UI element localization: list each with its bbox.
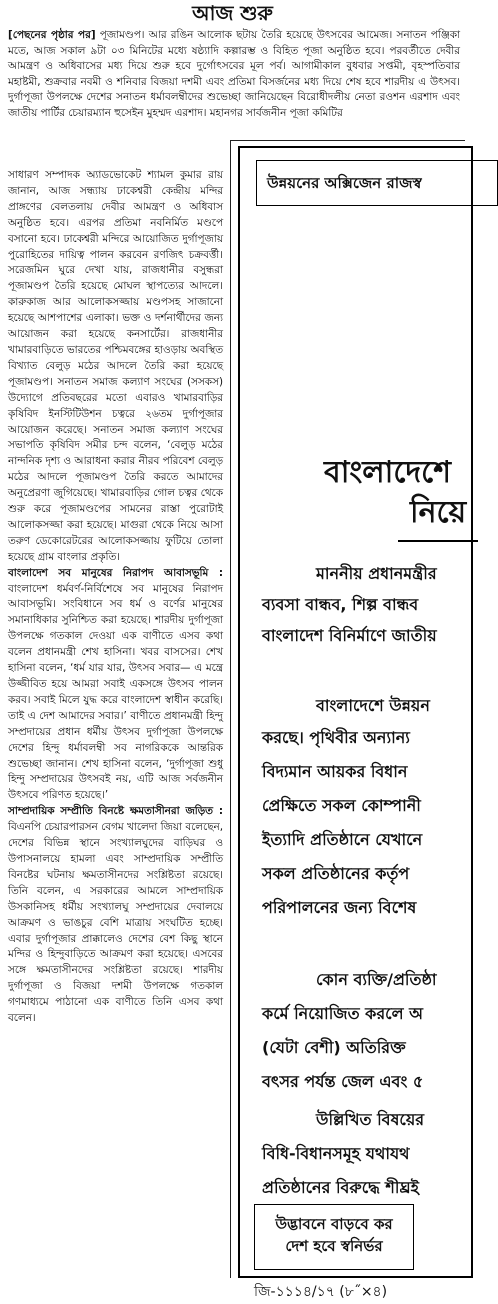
- ad-line: বাংলাদেশ বিনির্মাণে জাতীয়: [262, 626, 437, 645]
- article-column: [8, 168, 223, 1276]
- ad-line: বিধি-বিধানসমূহ যথাযথ: [262, 1144, 410, 1163]
- ad-banner: উন্নয়নের অক্সিজেন রাজস্ব: [256, 160, 498, 206]
- lead-paragraph: [8, 28, 460, 122]
- ad-line: উল্লিখিত বিষয়ের: [316, 1110, 425, 1129]
- column-divider-vertical: [230, 140, 231, 1278]
- ad-line: করছে। পৃথিবীর অন্যান্য: [262, 728, 410, 747]
- article-section-3: [8, 804, 223, 1027]
- advertisement: [238, 146, 473, 1300]
- ad-line: ব্যবসা বান্ধব, শিল্প বান্ধব: [262, 595, 419, 614]
- ad-line: মাননীয় প্রধানমন্ত্রীর: [316, 564, 437, 583]
- article-section-2: [8, 566, 223, 805]
- ad-line: বিদ্যমান আয়কর বিধান: [262, 762, 408, 781]
- lead-text: পূজামণ্ডপ। আর রঙিন আলোক ছটায় তৈরি হয়েছে উৎসবের আমেজ। সনাতন পঞ্জিকা মতে, আজ সকাল ৯টা ০৩ মিনিটের মধ্যে ষষ্ঠ্যাদি কল্পারম্ভ ও বিহিত পূজা অনুষ্ঠিত হবে। পরবর্তীতে দেবীর আমন্ত্রণ ও অধিবাসের মধ্য দিয়ে শুরু হবে দুর্গোৎসবের মূল পর্ব। আগামীকাল বুধবার সপ্তমী, বৃহস্পতিবার মহাষ্টমী, শুক্রবার নবমী ও শনিবার বিজয়া দশমী এবং প্রতিমা বিসর্জনের মধ্য দিয়ে শেষ হবে শারদীয় এ উৎসব। দুর্গাপূজা উপলক্ষে দেশের সনাতন ধর্মাবলম্বীদের শুভেচ্ছা জানিয়েছেন বিরোধীদলীয় নেতা রওশন এরশাদ এবং জাতীয় পার্টির চেয়ারম্যান হুসেইন মুহম্মদ এরশাদ। মহানগর সার্বজনীন পূজা কমিটির: [8, 29, 460, 119]
- ad-title-line-1: বাংলাদেশে: [324, 455, 451, 490]
- ad-line: ইত্যাদি প্রতিষ্ঠানে যেখানে: [262, 830, 423, 849]
- section-2-text: বাংলাদেশ ধর্মবর্ণ-নির্বিশেষে সব মানুষের নিরাপদ আবাসভূমি। সংবিধানে সব ধর্ম ও বর্ণের মানুষের সমানাধিকার সুনিশ্চিত করা হয়েছে। শারদীয় দুর্গাপূজা উপলক্ষে গতকাল দেওয়া এক বাণীতে এসব কথা বলেন প্রধানমন্ত্রী শেখ হাসিনা। খবর বাসসের। শেখ হাসিনা বলেন, ‘ধর্ম যার যার, উৎসব সবার— এ মন্ত্রে উজ্জীবিত হয়ে আমরা সবাই একসঙ্গে উৎসব পালন করব। সবাই মিলে যুদ্ধ করে বাংলাদেশ স্বাধীন করেছি। তাই এ দেশ আমাদের সবার।’ বাণীতে প্রধানমন্ত্রী হিন্দু সম্প্রদায়ের প্রধান ধর্মীয় উৎসব দুর্গাপূজা উপলক্ষে দেশের হিন্দু ধর্মাবলম্বী সব নাগরিককে আন্তরিক শুভেচ্ছা জানান। শেখ হাসিনা বলেন, ‘দুর্গাপূজা শুধু হিন্দু সম্প্রদায়ের উৎসবই নয়, এটি আজ সর্বজনীন উৎসবে পরিণত হয়েছে।’: [8, 582, 223, 802]
- ad-line: প্রতিষ্ঠানের বিরুদ্ধে শীঘ্রই: [262, 1178, 419, 1197]
- column-divider-horizontal: [230, 140, 465, 141]
- section-3-text: বিএনপি চেয়ারপারসন বেগম খালেদা জিয়া বলেছেন, দেশের বিভিন্ন স্থানে সংখ্যালঘুদের বাড়িঘর ও উপাসনালয়ে হামলা এবং সাম্প্রদায়িক সম্প্রীতি বিনষ্টের ঘটনায় ক্ষমতাসীনদের সংশ্লিষ্টতা রয়েছে। তিনি বলেন, এ সরকারের আমলে সাম্প্রদায়িক উসকানিসহ ধর্মীয় সংখ্যালঘু সম্প্রদায়ের দেবালয়ে আক্রমণ ও ভাঙচুর বেশি মাত্রায় সংঘটিত হচ্ছে। এবার দুর্গাপূজার প্রাক্কালেও দেশের বেশ কিছু স্থানে মন্দির ও হিন্দুবাড়িতে আক্রমণ করা হয়েছে। এসবের সঙ্গে ক্ষমতাসীনদের সংশ্লিষ্টতা রয়েছে। শারদীয় দুর্গাপূজা ও বিজয়া দশমী উপলক্ষে গতকাল গণমাধ্যমে পাঠানো এক বাণীতে তিনি এসব কথা বলেন।: [8, 821, 223, 1025]
- ad-line: (যেটা বেশী) অতিরিক্ত: [262, 1038, 406, 1057]
- ad-slogan-line-1: উদ্ভাবনে বাড়বে কর: [275, 1215, 393, 1233]
- headline: আজ শুরু: [192, 1, 273, 25]
- ad-line: কোন ব্যক্তি/প্রতিষ্ঠা: [316, 970, 437, 989]
- ad-slogan-line-2: দেশ হবে স্বনির্ভর: [285, 1237, 383, 1255]
- ad-title-underline: [398, 540, 478, 542]
- ad-line: বাংলাদেশে উন্নয়ন: [316, 696, 430, 715]
- ad-line: পরিপালনের জন্য বিশেষ: [262, 898, 417, 917]
- ad-title-line-2: নিয়ে: [410, 495, 467, 530]
- ad-line: বৎসর পর্যন্ত জেল এবং ৫: [262, 1072, 424, 1091]
- section-3-heading: সাম্প্রদায়িক সম্প্রীতি বিনষ্টে ক্ষমতাসীনরা জড়িত :: [8, 805, 223, 818]
- ad-line: কর্মে নিয়োজিত করলে অ: [262, 1004, 423, 1023]
- section-2-heading: বাংলাদেশ সব মানুষের নিরাপদ আবাসভূমি :: [8, 566, 223, 579]
- ad-code: জি-১১১৪/১৭ (৮˝×৪): [254, 1284, 388, 1300]
- ad-slogan-box: [254, 1204, 414, 1270]
- article-paragraph-1: সাধারণ সম্পাদক অ্যাডভোকেট শ্যামল কুমার রায় জানান, আজ সন্ধ্যায় ঢাকেশ্বরী কেন্দ্রীয় মন্দির প্রাঙ্গণের বেলতলায় দেবীর আমন্ত্রণ ও অধিবাস অনুষ্ঠিত হবে। এরপর প্রতিমা নবনির্মিত মণ্ডপে বসানো হবে। ঢাকেশ্বরী মন্দিরে আয়োজিত দুর্গাপূজায় পুরোহিতের দায়িত্ব পালন করবেন রণজিৎ চক্রবর্ত্তী। সরেজমিন ঘুরে দেখা যায়, রাজধানীর বসুন্ধরা পূজামণ্ডপ তৈরি হয়েছে মোঘল স্থাপত্যের আদলে। কারুকাজ আর আলোকসজ্জায় মণ্ডপসহ সাজানো হয়েছে আশপাশের এলাকা। ভক্ত ও দর্শনার্থীদের জন্য আয়োজন করা হয়েছে কনসার্টের। রাজধানীর খামারবাড়িতে ভারতের পশ্চিমবঙ্গের হাওড়ায় অবস্থিত বিখ্যাত বেলুড় মঠের আদলে তৈরি করা হয়েছে পূজামণ্ডপ। সনাতন সমাজ কল্যাণ সংঘের (সসকস) উদ্যোগে প্রতিবছরের মতো এবারও খামারবাড়ির কৃষিবিদ ইনস্টিটিউশন চত্বরে ২৬তম দুর্গাপূজার আয়োজন করেছে। সনাতন সমাজ কল্যাণ সংঘের সভাপতি কৃষিবিদ সমীর চন্দ বলেন, ‘বেলুড় মঠের নান্দনিক দৃশ্য ও আরাধনা করার নীরব পরিবেশ বেলুড় মঠের আদলে পূজামণ্ডপ তৈরি করতে আমাদের অনুপ্রেরণা জুগিয়েছে। খামারবাড়ির গোল চত্বর থেকে শুরু করে পূজামণ্ডপের সামনের রাস্তা পুরোটাই আলোকসজ্জা করা হয়েছে। মাগুরা থেকে নিয়ে আসা তরুণ ডেকোরেটরের আলোকসজ্জায় ফুটিয়ে তোলা হয়েছে গ্রাম বাংলার প্রকৃতি।: [8, 169, 223, 563]
- ad-line: প্রেক্ষিতে সকল কোম্পানী: [262, 796, 421, 815]
- continued-tag: [পেছনের পৃষ্ঠার পর]: [8, 29, 96, 41]
- ad-line: সকল প্রতিষ্ঠানের কর্তৃপ: [262, 864, 410, 883]
